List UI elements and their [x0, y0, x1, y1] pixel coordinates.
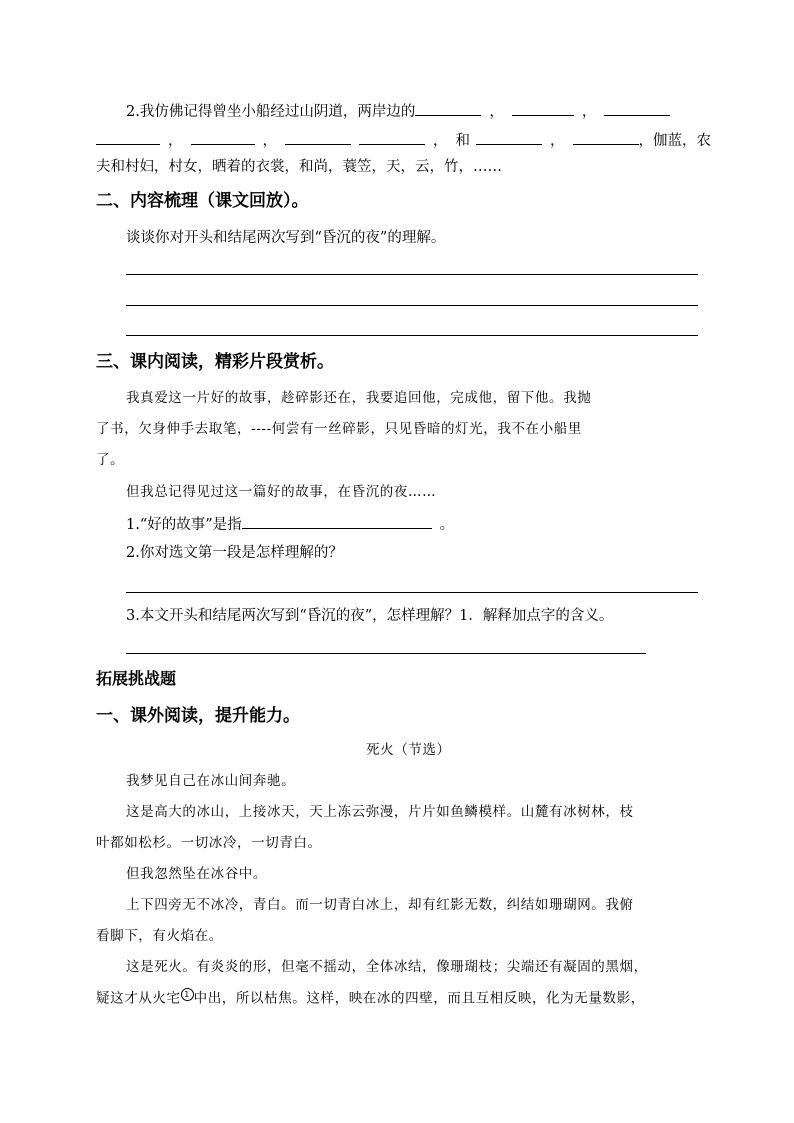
answer-line[interactable]: [126, 305, 698, 306]
answer-blank[interactable]: [573, 128, 639, 145]
q2-line-2: ， ， ， 和 ， ，伽蓝，农: [96, 128, 711, 151]
footnote-mark[interactable]: 1: [181, 988, 194, 1001]
answer-blank[interactable]: [359, 128, 425, 145]
passage-text: 中出，所以枯焦。这样，映在冰的四壁，而且互相反映，化为无量数影，: [193, 990, 645, 1007]
answer-line[interactable]: [126, 653, 646, 654]
passage-line: 了。: [96, 452, 125, 468]
section-2-prompt: 谈谈你对开头和结尾两次写到“昏沉的夜”的理解。: [126, 230, 446, 246]
answer-blank[interactable]: [191, 128, 255, 145]
answer-blank[interactable]: [415, 99, 481, 116]
section-3-q2: 2.你对选文第一段是怎样理解的？: [126, 545, 343, 561]
q2-line-2-end: ，伽蓝，农: [638, 133, 711, 149]
extension-section-1-heading: 一、课外阅读，提升能力。: [96, 706, 300, 726]
passage-line: 了书，欠身伸手去取笔，----何尝有一丝碎影，只见昏暗的灯光，我不在小船里: [96, 421, 582, 437]
passage-line: 这是高大的冰山，上接冰天，天上冻云弥漫，片片如鱼鳞模样。山麓有冰树林，枝: [126, 804, 634, 820]
extension-heading: 拓展挑战题: [96, 669, 177, 688]
section-3-q1: [126, 512, 454, 535]
q2-line-3-text: 夫和村妇，村女，晒着的衣裳，和尚，蓑笠，天，云，竹，……: [96, 159, 502, 175]
passage-line-with-footnote: [96, 988, 645, 1009]
answer-blank[interactable]: [242, 512, 432, 529]
q2-line-3: [96, 157, 502, 177]
answer-blank[interactable]: [285, 128, 351, 145]
section-3-q3: 3.本文开头和结尾两次写到“昏沉的夜”，怎样理解？1．解释加点字的含义。: [126, 608, 614, 624]
passage-line: 但我忽然坠在冰谷中。: [126, 866, 267, 882]
answer-line[interactable]: [126, 335, 698, 336]
answer-blank[interactable]: [512, 99, 574, 116]
passage-text: 疑这才从火宅: [96, 990, 181, 1007]
answer-line[interactable]: [126, 592, 698, 593]
answer-blank[interactable]: [476, 128, 542, 145]
section-3-heading: 三、课内阅读，精彩片段赏析。: [96, 352, 334, 372]
section-2-heading: 二、内容梳理（课文回放）。: [96, 191, 309, 211]
passage-title: 死火（节选）: [366, 742, 451, 758]
passage-line: 但我总记得见过这一篇好的故事，在昏沉的夜……: [126, 484, 437, 500]
answer-blank[interactable]: [604, 99, 670, 116]
passage-line: 上下四旁无不冰冷，青白。而一切青白冰上，却有红影无数，纠结如珊瑚网。我俯: [126, 897, 634, 913]
passage-line: 我真爱这一片好的故事，趁碎影还在，我要追回他，完成他，留下他。我抛: [126, 390, 592, 406]
passage-line: 看脚下，有火焰在。: [96, 928, 223, 944]
passage-line: 我梦见自己在冰山间奔驰。: [126, 773, 296, 789]
answer-blank[interactable]: [96, 128, 160, 145]
q1-end: 。: [439, 517, 455, 533]
passage-line: 这是死火。有炎炎的形，但毫不摇动，全体冰结，像珊瑚枝；尖端还有凝固的黑烟，: [126, 959, 648, 975]
q2-line-1: 2.我仿佛记得曾坐小船经过山阴道，两岸边的 ， ，: [126, 99, 670, 122]
q1-text: 1.“好的故事”是指: [126, 517, 242, 533]
and-text: 和: [455, 133, 470, 149]
q2-line-1-text: 2.我仿佛记得曾坐小船经过山阴道，两岸边的: [126, 104, 416, 120]
passage-line: 叶都如松杉。一切冰冷，一切青白。: [96, 835, 322, 851]
answer-line[interactable]: [126, 274, 698, 275]
